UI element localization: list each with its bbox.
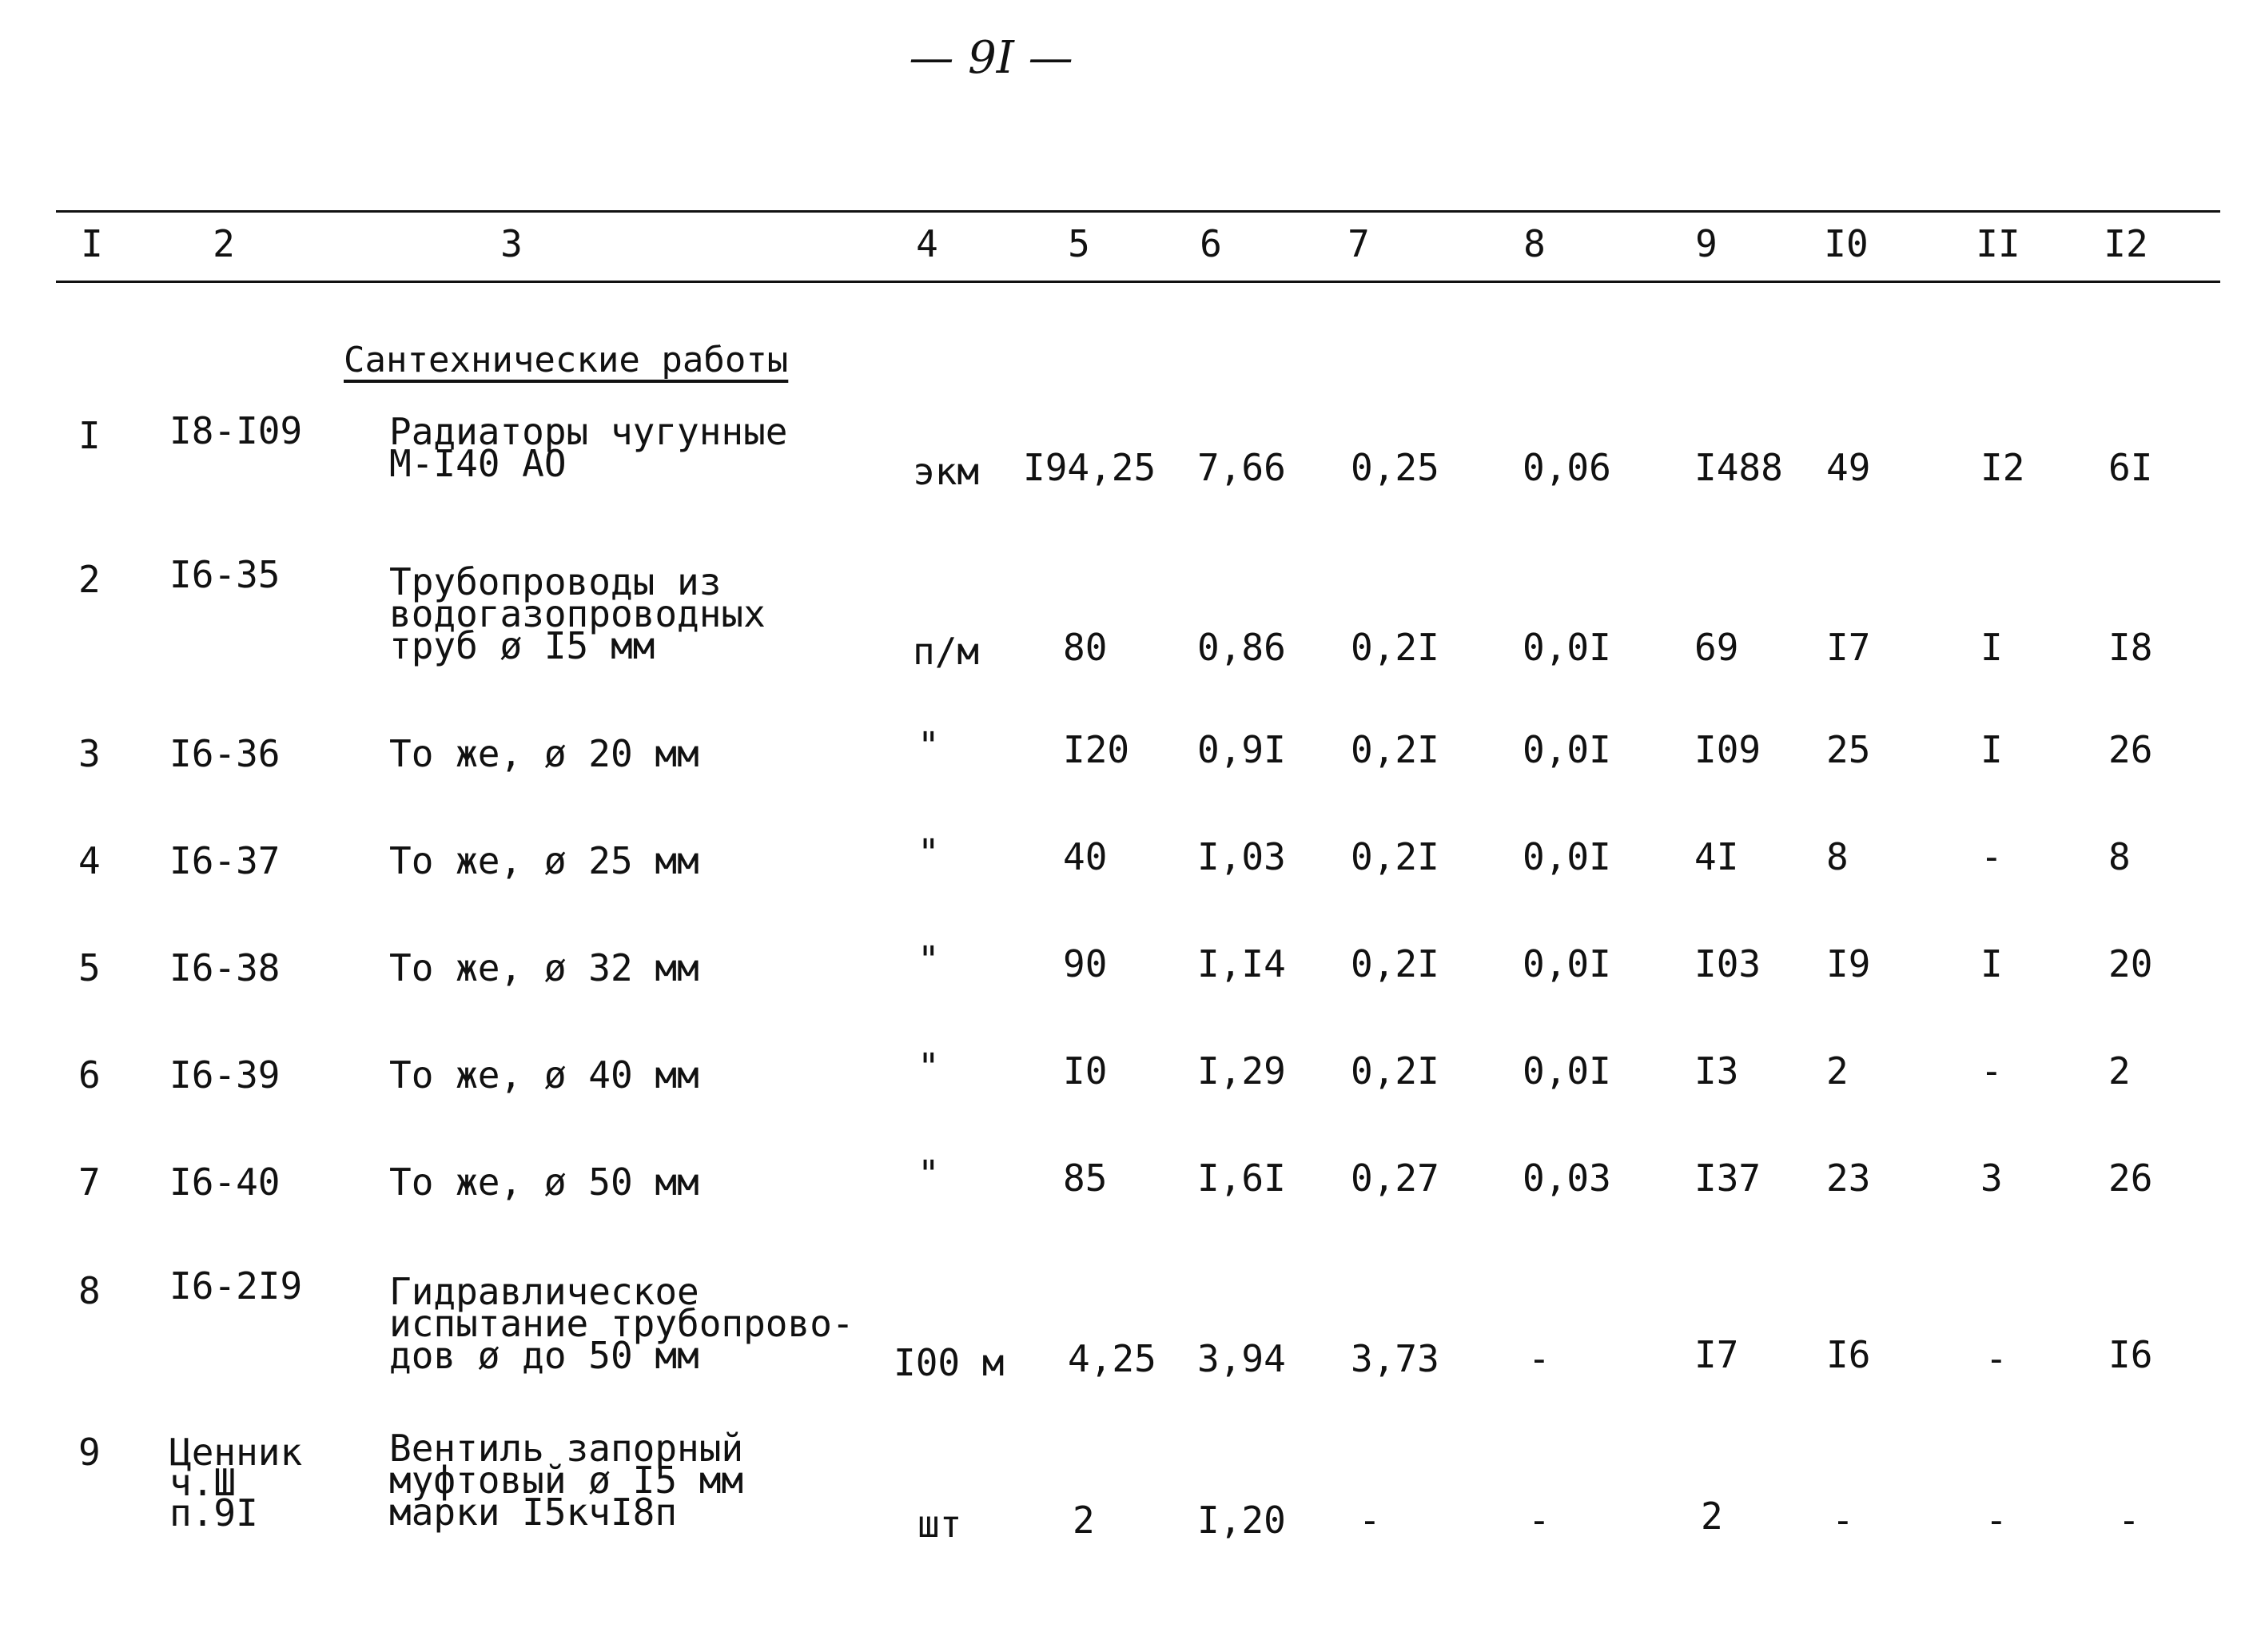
col8-value: 0,0I bbox=[1523, 1049, 1611, 1093]
column-header-8: 8 bbox=[1523, 222, 1546, 265]
col7-value: 0,2I bbox=[1351, 1049, 1439, 1093]
table-top-rule bbox=[56, 210, 2220, 213]
col11-value: I2 bbox=[1980, 446, 2025, 489]
col12-value: 26 bbox=[2108, 728, 2153, 771]
column-header-6: 6 bbox=[1200, 222, 1222, 265]
table-header-rule bbox=[56, 281, 2220, 283]
unit: экм bbox=[913, 450, 980, 493]
col11-value: - bbox=[1985, 1337, 2008, 1380]
col10-value: 2 bbox=[1826, 1049, 1849, 1093]
work-description: То же, ø 20 мм bbox=[389, 732, 699, 775]
col10-value: 25 bbox=[1826, 728, 1871, 771]
col5-value: I94,25 bbox=[1023, 446, 1156, 489]
col8-value: 0,06 bbox=[1523, 446, 1611, 489]
column-header-4: 4 bbox=[916, 222, 938, 265]
row-number: 9 bbox=[78, 1431, 101, 1474]
col6-value: I,20 bbox=[1197, 1499, 1286, 1542]
norm-code: I8-I09 bbox=[169, 409, 303, 452]
col6-value: I,6I bbox=[1197, 1156, 1286, 1200]
col5-value: 4,25 bbox=[1068, 1337, 1156, 1380]
column-header-5: 5 bbox=[1068, 222, 1090, 265]
unit-ditto-mark: " bbox=[918, 938, 940, 981]
unit: I00 м bbox=[894, 1341, 1005, 1384]
column-header-3: 3 bbox=[500, 222, 523, 265]
row-number: 5 bbox=[78, 946, 101, 989]
norm-code: I6-36 bbox=[169, 732, 281, 775]
col7-value: 0,2I bbox=[1351, 942, 1439, 985]
col10-value: 23 bbox=[1826, 1156, 1871, 1200]
col9-value: I09 bbox=[1694, 728, 1761, 771]
work-description: То же, ø 32 мм bbox=[389, 946, 699, 989]
col9-value: I7 bbox=[1694, 1333, 1739, 1376]
col7-value: 3,73 bbox=[1351, 1337, 1439, 1380]
work-description: Гидравлическое испытание трубопрово- дов ø до 50 мм bbox=[389, 1270, 854, 1377]
col11-value: I bbox=[1980, 728, 2003, 771]
col9-value: 2 bbox=[1701, 1495, 1723, 1538]
col5-value: 90 bbox=[1063, 942, 1108, 985]
unit-ditto-mark: " bbox=[918, 724, 940, 767]
col10-value: I6 bbox=[1826, 1333, 1871, 1376]
col10-value: I9 bbox=[1826, 942, 1871, 985]
col6-value: 3,94 bbox=[1197, 1337, 1286, 1380]
col8-value: - bbox=[1528, 1499, 1550, 1542]
norm-code: I6-38 bbox=[169, 946, 281, 989]
col7-value: 0,25 bbox=[1351, 446, 1439, 489]
norm-code: I6-2I9 bbox=[169, 1264, 303, 1308]
col6-value: 0,9I bbox=[1197, 728, 1286, 771]
col10-value: 8 bbox=[1826, 835, 1849, 878]
col10-value: I7 bbox=[1826, 626, 1871, 669]
col8-value: 0,0I bbox=[1523, 728, 1611, 771]
col8-value: 0,03 bbox=[1523, 1156, 1611, 1200]
col11-value: - bbox=[1980, 835, 2003, 878]
col12-value: 2 bbox=[2108, 1049, 2131, 1093]
col6-value: I,29 bbox=[1197, 1049, 1286, 1093]
col11-value: 3 bbox=[1980, 1156, 2003, 1200]
work-description: Вентиль запорный муфтовый ø I5 мм марки I5кчI8п bbox=[389, 1427, 744, 1534]
norm-code: I6-39 bbox=[169, 1053, 281, 1097]
col7-value: 0,2I bbox=[1351, 835, 1439, 878]
col6-value: 7,66 bbox=[1197, 446, 1286, 489]
row-number: I bbox=[78, 414, 101, 457]
col8-value: 0,0I bbox=[1523, 626, 1611, 669]
col11-value: - bbox=[1985, 1499, 2008, 1542]
row-number: 6 bbox=[78, 1053, 101, 1097]
col6-value: I,I4 bbox=[1197, 942, 1286, 985]
column-header-2: 2 bbox=[213, 222, 235, 265]
unit-ditto-mark: " bbox=[918, 1152, 940, 1196]
col6-value: 0,86 bbox=[1197, 626, 1286, 669]
norm-code: Ценник ч.Ш п.9I bbox=[169, 1431, 303, 1535]
column-header-9: 9 bbox=[1695, 222, 1718, 265]
col12-value: 6I bbox=[2108, 446, 2153, 489]
col7-value: 0,2I bbox=[1351, 728, 1439, 771]
col12-value: 26 bbox=[2108, 1156, 2153, 1200]
work-description: То же, ø 25 мм bbox=[389, 839, 699, 882]
work-description: Трубопроводы из водогазопроводных труб ø I5 мм bbox=[389, 560, 766, 667]
col12-value: 8 bbox=[2108, 835, 2131, 878]
col8-value: 0,0I bbox=[1523, 942, 1611, 985]
col5-value: 85 bbox=[1063, 1156, 1108, 1200]
col5-value: I0 bbox=[1063, 1049, 1108, 1093]
col9-value: I03 bbox=[1694, 942, 1761, 985]
col7-value: 0,27 bbox=[1351, 1156, 1439, 1200]
work-description: Радиаторы чугунные М-I40 АО bbox=[389, 410, 788, 485]
row-number: 3 bbox=[78, 732, 101, 775]
col8-value: 0,0I bbox=[1523, 835, 1611, 878]
column-header-10: I0 bbox=[1824, 222, 1869, 265]
col5-value: 2 bbox=[1073, 1499, 1095, 1542]
col9-value: I3 bbox=[1694, 1049, 1739, 1093]
row-number: 8 bbox=[78, 1269, 101, 1312]
col10-value: 49 bbox=[1826, 446, 1871, 489]
row-number: 7 bbox=[78, 1160, 101, 1204]
col12-value: I6 bbox=[2108, 1333, 2153, 1376]
unit-ditto-mark: " bbox=[918, 831, 940, 874]
col6-value: I,03 bbox=[1197, 835, 1286, 878]
norm-code: I6-35 bbox=[169, 553, 281, 596]
unit-ditto-mark: " bbox=[918, 1045, 940, 1089]
norm-code: I6-37 bbox=[169, 839, 281, 882]
col11-value: - bbox=[1980, 1049, 2003, 1093]
column-header-11: II bbox=[1976, 222, 2020, 265]
col12-value: 20 bbox=[2108, 942, 2153, 985]
column-header-7: 7 bbox=[1347, 222, 1370, 265]
unit: шт bbox=[918, 1503, 962, 1546]
col7-value: - bbox=[1359, 1499, 1381, 1542]
col9-value: 69 bbox=[1694, 626, 1739, 669]
col10-value: - bbox=[1832, 1499, 1854, 1542]
col12-value: I8 bbox=[2108, 626, 2153, 669]
work-description: То же, ø 50 мм bbox=[389, 1160, 699, 1204]
col5-value: 40 bbox=[1063, 835, 1108, 878]
section-title: Сантехнические работы bbox=[344, 340, 789, 380]
col9-value: I37 bbox=[1694, 1156, 1761, 1200]
row-number: 2 bbox=[78, 558, 101, 601]
column-header-1: I bbox=[81, 222, 103, 265]
page-number: — 9I — bbox=[909, 32, 1073, 84]
col9-value: I488 bbox=[1694, 446, 1783, 489]
col7-value: 0,2I bbox=[1351, 626, 1439, 669]
col8-value: - bbox=[1528, 1337, 1550, 1380]
col12-value: - bbox=[2118, 1499, 2140, 1542]
col11-value: I bbox=[1980, 942, 2003, 985]
row-number: 4 bbox=[78, 839, 101, 882]
col9-value: 4I bbox=[1694, 835, 1739, 878]
work-description: То же, ø 40 мм bbox=[389, 1053, 699, 1097]
col5-value: I20 bbox=[1063, 728, 1130, 771]
table-header-row bbox=[0, 216, 2265, 280]
unit: п/м bbox=[913, 630, 980, 673]
col11-value: I bbox=[1980, 626, 2003, 669]
column-header-12: I2 bbox=[2104, 222, 2148, 265]
col5-value: 80 bbox=[1063, 626, 1108, 669]
norm-code: I6-40 bbox=[169, 1160, 281, 1204]
